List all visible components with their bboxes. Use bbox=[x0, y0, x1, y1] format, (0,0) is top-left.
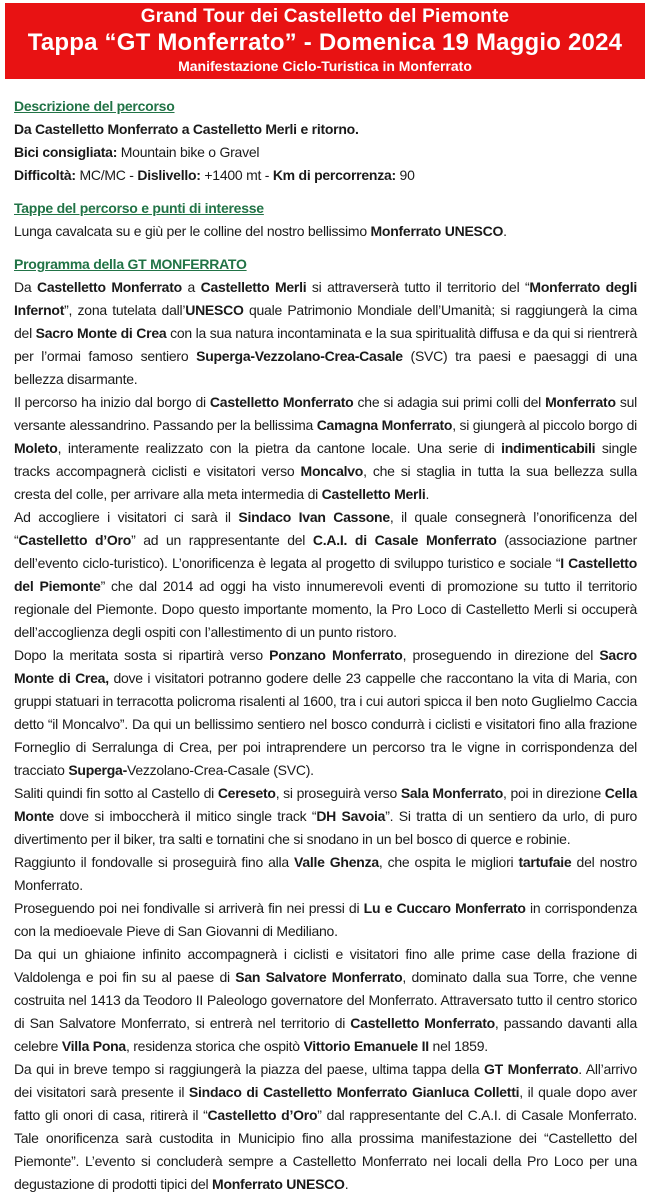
document-page bbox=[0, 3, 650, 1196]
programma-paragraphs bbox=[14, 276, 637, 1196]
paragraph: Da Castelletto Monferrato a Castelletto Merli si attraverserà tutto il territorio del “Monferrato degli Infernot”, zona tutelata dall’UNESCO quale Patrimonio Mondiale dell’Umanità; si raggiungerà la cima del Sacro Monte di Crea con la sua natura incontaminata e la sua spiritualità diffusa e da qui si rientrerà per l’ormai famoso sentiero Superga-Vezzolano-Crea-Casale (SVC) tra paesi e paesaggi di una bellezza disarmante. bbox=[14, 279, 637, 387]
descrizione-lines bbox=[14, 118, 637, 187]
tappe-lines bbox=[14, 220, 637, 243]
text-line: Da Castelletto Monferrato a Castelletto Merli e ritorno. bbox=[14, 121, 359, 137]
paragraph: Ad accogliere i visitatori ci sarà il Sindaco Ivan Cassone, il quale consegnerà l’onorificenza del “Castelletto d’Oro” ad un rappresentante del C.A.I. di Casale Monferrato (associazione partner dell’evento ciclo-turistico). L’onorificenza è legata al progetto di sviluppo turistico e sociale “I Castelletto del Piemonte” che dal 2014 ad oggi ha visto innumerevoli eventi di promozione su tutto il territorio regionale del Piemonte. Dopo questo importante momento, la Pro Loco di Castelletto Merli si occuperà dell’accoglienza degli ospiti con l’allestimento di un punto ristoro. bbox=[14, 509, 638, 640]
text-line: Difficoltà: MC/MC - Dislivello: +1400 mt - Km di percorrenza: 90 bbox=[14, 167, 415, 183]
banner-subtitle: Manifestazione Ciclo-Turistica in Monferrato bbox=[178, 58, 472, 74]
paragraph: Raggiunto il fondovalle si proseguirà fino alla Valle Ghenza, che ospita le migliori tartufaie del nostro Monferrato. bbox=[14, 854, 637, 893]
banner-stage-title: Tappa “GT Monferrato” - Domenica 19 Maggio 2024 bbox=[27, 29, 623, 56]
text-line: Bici consigliata: Mountain bike o Gravel bbox=[14, 144, 260, 160]
section-programma bbox=[14, 253, 637, 1196]
section-tappe-percorso bbox=[14, 197, 637, 243]
section-descrizione-percorso bbox=[14, 95, 637, 187]
paragraph: Da qui un ghiaione infinito accompagnerà i ciclisti e visitatori fino alle prime case della frazione di Valdolenga e poi fin su al paese di San Salvatore Monferrato, dominato dalla sua Torre, che venne costruita nel 1413 da Teodoro II Paleologo governatore del Monferrato. Attraversato tutto il centro storico di San Salvatore Monferrato, si entrerà nel territorio di Castelletto Monferrato, passando davanti alla celebre Villa Pona, residenza storica che ospitò Vittorio Emanuele II nel 1859. bbox=[14, 946, 638, 1054]
paragraph: Il percorso ha inizio dal borgo di Castelletto Monferrato che si adagia sui primi colli del Monferrato sul versante alessandrino. Passando per la bellissima Camagna Monferrato, si giungerà al piccolo borgo di Moleto, interamente realizzato con la pietra da cantone locale. Una serie di indimenticabili single tracks accompagnerà ciclisti e visitatori verso Moncalvo, che si staglia in tutta la sua bellezza sulla cresta del colle, per arrivare alla meta intermedia di Castelletto Merli. bbox=[14, 394, 638, 502]
section-heading-programma: Programma della GT MONFERRATO bbox=[14, 256, 247, 272]
paragraph: Da qui in breve tempo si raggiungerà la piazza del paese, ultima tappa della GT Monferrato. All’arrivo dei visitatori sarà presente il Sindaco di Castelletto Monferrato Gianluca Colletti, il quale dopo aver fatto gli onori di casa, ritirerà il “Castelletto d’Oro” dal rappresentante del C.A.I. di Casale Monferrato. Tale onorificenza sarà custodita in Municipio fino alla prossima manifestazione dei “Castelletto del Piemonte”. L’evento si concluderà sempre a Castelletto Monferrato nei locali della Pro Loco per una degustazione di prodotti tipici del Monferrato UNESCO. bbox=[14, 1061, 637, 1192]
paragraph: Dopo la meritata sosta si ripartirà verso Ponzano Monferrato, proseguendo in direzione del Sacro Monte di Crea, dove i visitatori potranno godere delle 23 cappelle che raccontano la vita di Maria, con gruppi statuari in terracotta policroma risalenti al 1600, tra i cui autori spicca il ben noto Guglielmo Caccia detto “il Moncalvo”. Da qui un bellissimo sentiero nel bosco condurrà i ciclisti e visitatori fino alla frazione Forneglio di Serralunga di Crea, per poi intraprendere un percorso tra le vigne in corrispondenza del tracciato Superga-Vezzolano-Crea-Casale (SVC). bbox=[14, 647, 637, 778]
section-heading-tappe: Tappe del percorso e punti di interesse bbox=[14, 200, 264, 216]
paragraph: Proseguendo poi nei fondivalle si arriverà fin nei pressi di Lu e Cuccaro Monferrato in corrispondenza con la medioevale Pieve di San Giovanni di Mediliano. bbox=[14, 900, 637, 939]
document-body bbox=[0, 79, 650, 1196]
section-heading-descrizione: Descrizione del percorso bbox=[14, 98, 175, 114]
banner-tour-title: Grand Tour dei Castelletto del Piemonte bbox=[140, 6, 510, 27]
paragraph: Saliti quindi fin sotto al Castello di Cereseto, si proseguirà verso Sala Monferrato, poi in direzione Cella Monte dove si imboccherà il mitico single track “DH Savoia”. Si tratta di un sentiero da urlo, di puro divertimento per il biker, tra salti e tornatini che si snodano in un bel bosco di querce e robinie. bbox=[14, 785, 638, 847]
text-line: Lunga cavalcata su e giù per le colline del nostro bellissimo Monferrato UNESCO. bbox=[14, 223, 507, 239]
event-banner bbox=[5, 3, 645, 79]
